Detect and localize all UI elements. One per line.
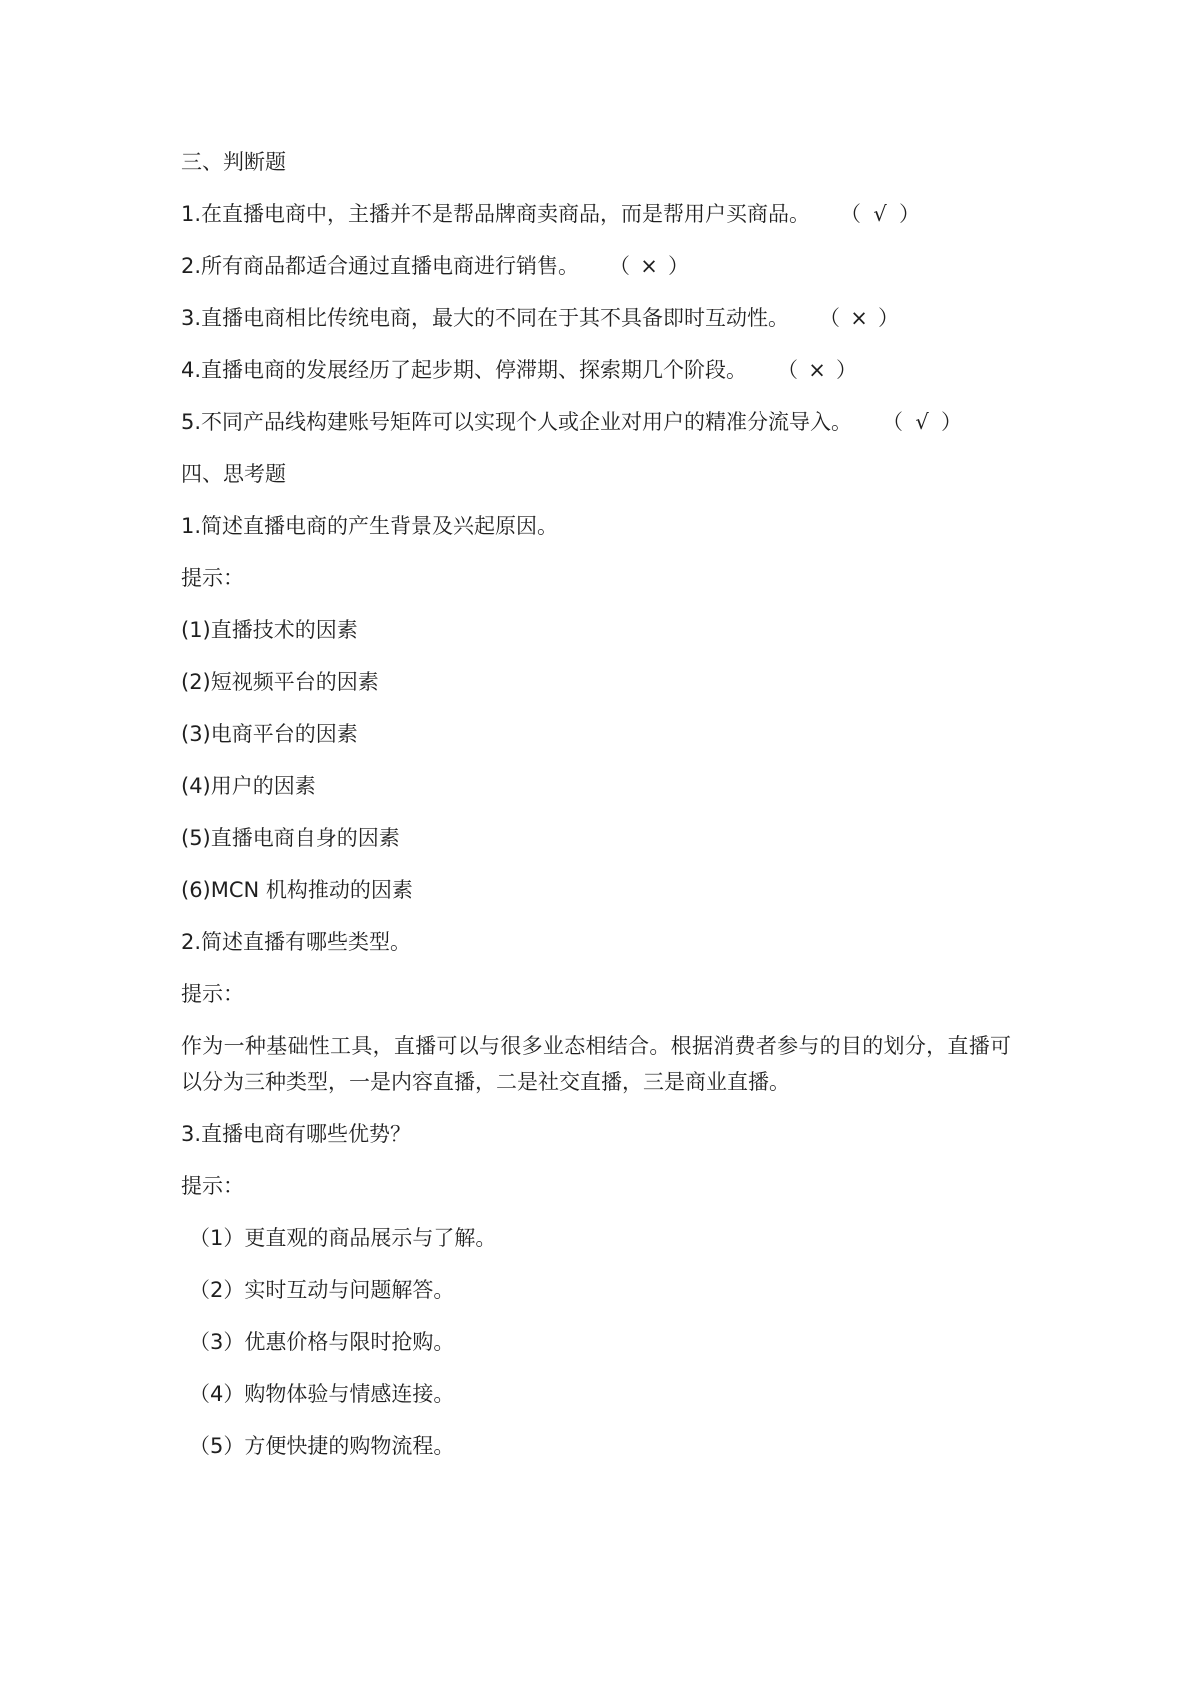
hint-point: （4）购物体验与情感连接。	[189, 1382, 455, 1406]
hint-point: (1)直播技术的因素	[181, 618, 358, 642]
judgment-item-4	[181, 352, 1011, 388]
judgment-item-5	[181, 404, 1011, 440]
hint-label: 提示：	[181, 982, 244, 1006]
judgment-item-2	[181, 248, 1011, 284]
judgment-answer: （ × ）	[609, 248, 689, 284]
answer-paragraph: 作为一种基础性工具，直播可以与很多业态相结合。根据消费者参与的目的划分，直播可以分为三种类型，一是内容直播，二是社交直播，三是商业直播。	[181, 1034, 1011, 1094]
document-content	[181, 144, 1011, 1480]
hint-point: (5)直播电商自身的因素	[181, 826, 400, 850]
hint-point: (4)用户的因素	[181, 774, 316, 798]
hint-point: （1）更直观的商品展示与了解。	[189, 1226, 497, 1250]
judgment-answer: （ × ）	[777, 352, 857, 388]
hint-point: (2)短视频平台的因素	[181, 670, 379, 694]
question-3: 3.直播电商有哪些优势？	[181, 1122, 412, 1146]
judgment-text: 2.所有商品都适合通过直播电商进行销售。	[181, 254, 580, 278]
hint-point: （2）实时互动与问题解答。	[189, 1278, 455, 1302]
judgment-item-1	[181, 196, 1011, 232]
hint-point: （3）优惠价格与限时抢购。	[189, 1330, 455, 1354]
judgment-answer: （ × ）	[819, 300, 899, 336]
question-2: 2.简述直播有哪些类型。	[181, 930, 412, 954]
judgment-answer: （ √ ）	[882, 404, 962, 440]
answer-mark: ×	[640, 254, 658, 278]
judgment-text: 4.直播电商的发展经历了起步期、停滞期、探索期几个阶段。	[181, 358, 748, 382]
hint-point: (3)电商平台的因素	[181, 722, 358, 746]
hint-point: （5）方便快捷的购物流程。	[189, 1434, 455, 1458]
section-heading-thinking: 四、思考题	[181, 462, 286, 486]
judgment-item-3	[181, 300, 1011, 336]
answer-mark: √	[915, 410, 929, 434]
answer-mark: ×	[808, 358, 826, 382]
answer-mark: ×	[850, 306, 868, 330]
judgment-answer: （ √ ）	[840, 196, 920, 232]
judgment-text: 5.不同产品线构建账号矩阵可以实现个人或企业对用户的精准分流导入。	[181, 410, 853, 434]
judgment-text: 3.直播电商相比传统电商，最大的不同在于其不具备即时互动性。	[181, 306, 790, 330]
question-1: 1.简述直播电商的产生背景及兴起原因。	[181, 514, 559, 538]
judgment-text: 1.在直播电商中，主播并不是帮品牌商卖商品，而是帮用户买商品。	[181, 202, 811, 226]
answer-mark: √	[873, 202, 887, 226]
hint-label: 提示：	[181, 566, 244, 590]
section-heading-judgment: 三、判断题	[181, 150, 286, 174]
hint-label: 提示：	[181, 1174, 244, 1198]
hint-point: (6)MCN 机构推动的因素	[181, 878, 413, 902]
